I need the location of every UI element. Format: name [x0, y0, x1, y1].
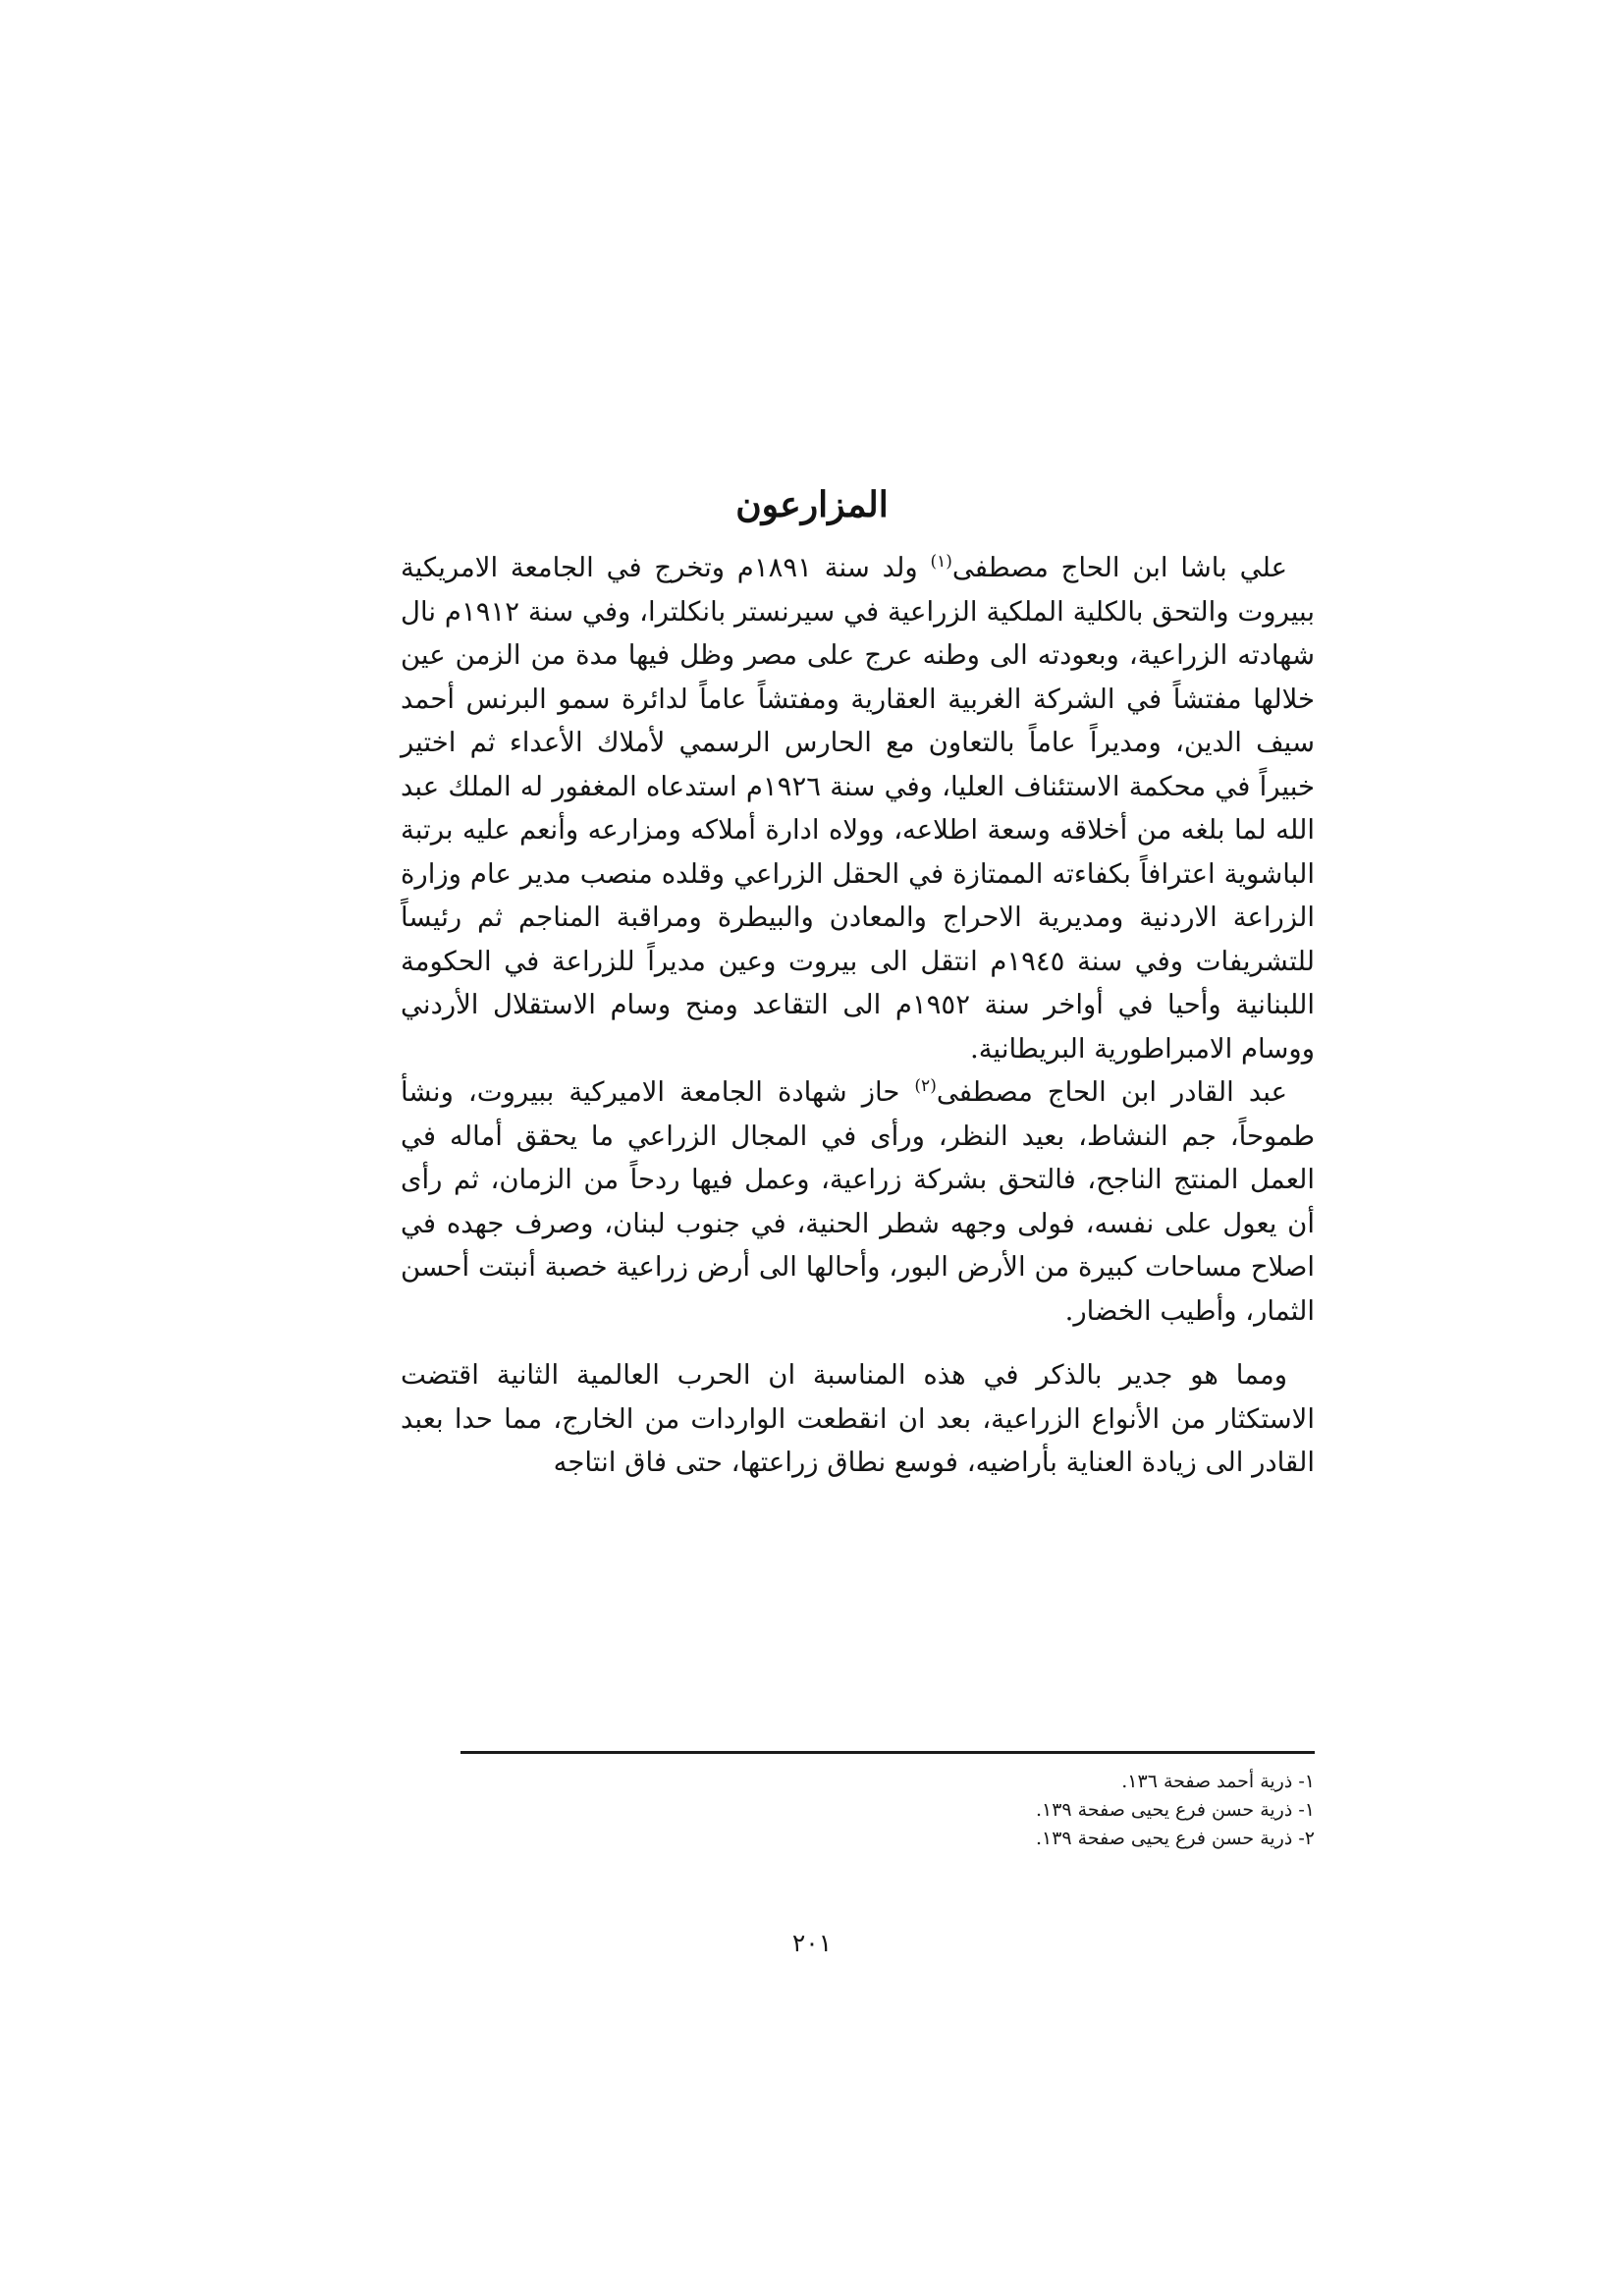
paragraph-text: ومما هو جدير بالذكر في هذه المناسبة ان الحرب العالمية الثانية اقتضت الاستكثار من الأنواع الزراعية، بعد ان انقطعت الواردات من الخارج، مما حدا بعبد القادر الى زيادة العناية بأراضيه، فوسع نطاق زراعتها، حتى فاق انتاجه — [401, 1359, 1315, 1478]
paragraph-text: حاز شهادة الجامعة الاميركية ببيروت، ونشأ طموحاً، جم النشاط، بعيد النظر، ورأى في المجال الزراعي ما يحقق أماله في العمل المنتج الناجح، فالتحق بشركة زراعية، وعمل فيها ردحاً من الزمان، ثم رأى أن يعول على نفسه، فولى وجهه شطر الحنية، في جنوب لبنان، وصرف جهده في اصلاح مساحات كبيرة من الأرض البور، وأحالها الى أرض زراعية خصبة أنبتت أحسن الثمار، وأطيب الخضار. — [401, 1076, 1315, 1327]
page-title: المزارعون — [735, 484, 889, 525]
page-number: ٢٠١ — [791, 1929, 833, 1957]
footnotes — [460, 1768, 1315, 1853]
footnote: ١- ذرية حسن فرع يحيى صفحة ١٣٩. — [1035, 1799, 1315, 1821]
paragraph-abdul-qadir — [401, 1070, 1315, 1333]
paragraph-text: علي باشا ابن الحاج مصطفى — [951, 552, 1288, 583]
footnote: ٢- ذرية حسن فرع يحيى صفحة ١٣٩. — [1035, 1828, 1315, 1849]
footnote: ١- ذرية أحمد صفحة ١٣٦. — [1121, 1771, 1315, 1792]
paragraph-text: ولد سنة ١٨٩١م وتخرج في الجامعة الامريكية ببيروت والتحق بالكلية الملكية الزراعية في سيرنستر بانكلترا، وفي سنة ١٩١٢م نال شهادته الزراعية، وبعودته الى وطنه عرج على مصر وظل فيها مدة من الزمن عين خلالها مفتشاً في الشركة الغربية العقارية ومفتشاً عاماً لدائرة سمو البرنس أحمد سيف الدين، ومديراً عاماً بالتعاون مع الحارس الرسمي لأملاك الأعداء ثم اختير خبيراً في محكمة الاستئناف العليا، وفي سنة ١٩٢٦م استدعاه المغفور له الملك عبد الله لما بلغه من أخلاقه وسعة اطلاعه، وولاه ادارة أملاكه ومزارعه وأنعم عليه برتبة الباشوية اعترافاً بكفاءته الممتازة في الحقل الزراعي وقلده منصب مدير عام وزارة الزراعة الاردنية ومديرية الاحراج والمعادن والبيطرة ومراقبة المناجم ثم رئيساً للتشريفات وفي سنة ١٩٤٥م انتقل الى بيروت وعين مديراً للزراعة في الحكومة اللبنانية وأحيا في أواخر سنة ١٩٥٢م الى التقاعد ومنح وسام الاستقلال الأردني ووسام الامبراطورية البريطانية. — [401, 552, 1316, 1065]
paragraph-ali-basha — [401, 546, 1315, 1070]
paragraph-text: عبد القادر ابن الحاج مصطفى — [936, 1076, 1287, 1108]
paragraph-world-war — [401, 1353, 1315, 1485]
footnote-reference: (١) — [930, 551, 952, 572]
body-text — [401, 546, 1315, 1485]
footnote-divider — [460, 1751, 1315, 1754]
footnote-reference: (٢) — [914, 1075, 937, 1096]
